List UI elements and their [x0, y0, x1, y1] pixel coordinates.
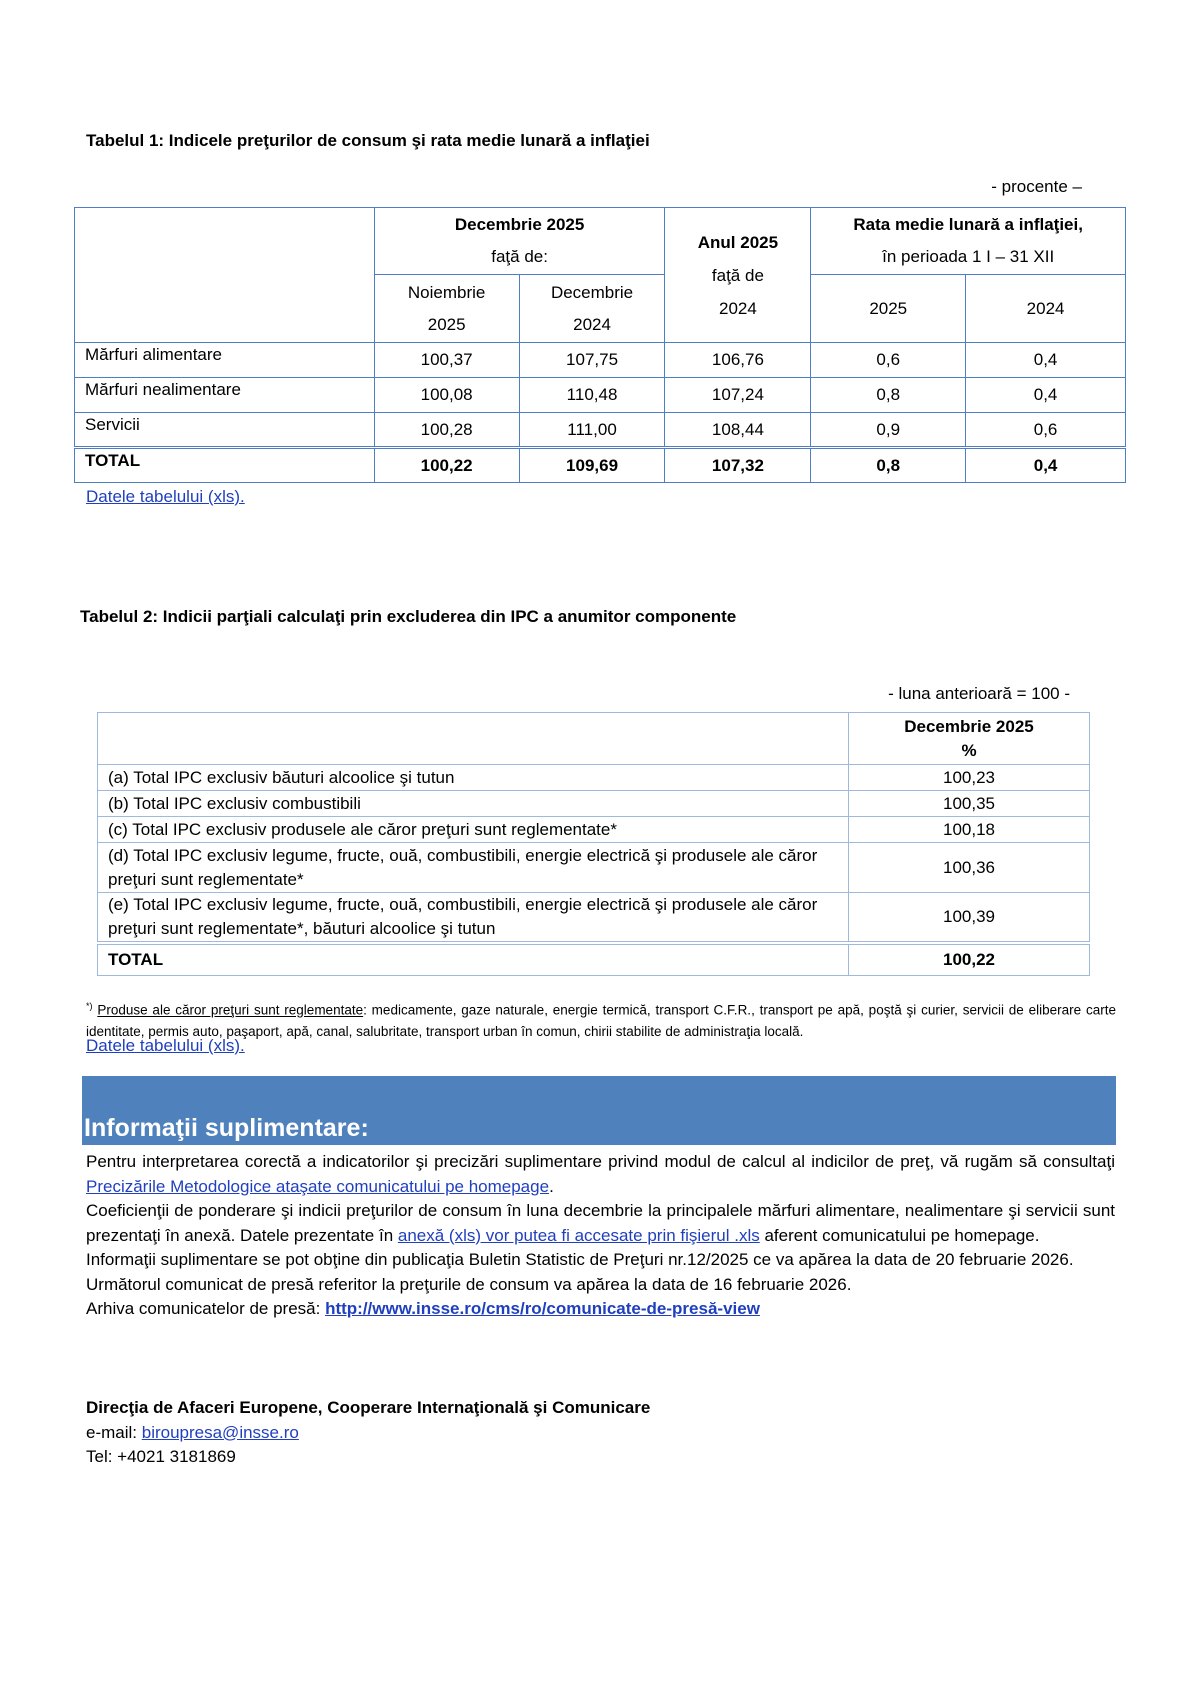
- info-paragraph: [86, 1199, 1115, 1248]
- total-value: 100,22: [849, 943, 1090, 975]
- table1-nov-header: [374, 275, 519, 343]
- methodology-link[interactable]: Precizările Metodologice ataşate comunicatului pe homepage: [86, 1176, 550, 1196]
- cell-value: 100,18: [849, 817, 1090, 843]
- info-text-span: Pentru interpretarea corectă a indicatorilor şi precizări suplimentare privind modul de calcul al indicilor de preţ, vă rugăm să consultaţi: [86, 1152, 1115, 1171]
- cell-value: 0,8: [811, 378, 966, 413]
- table2-unit: - luna anterioară = 100 -: [888, 684, 1070, 703]
- table1-decprev-line2: 2024: [573, 314, 611, 334]
- table2: [97, 712, 1090, 976]
- row-label: Mărfuri nealimentare: [75, 378, 375, 413]
- cell-value: 0,4: [966, 378, 1126, 413]
- table2-data-link[interactable]: Datele tabelului (xls).: [86, 1036, 245, 1055]
- table1-year-line1: faţă de: [711, 265, 764, 285]
- table1-unit: - procente –: [991, 177, 1082, 196]
- contact-phone: Tel: +4021 3181869: [86, 1447, 236, 1466]
- table1-rate-year2: 2024: [966, 275, 1126, 343]
- table1-rate-header: [811, 208, 1126, 275]
- info-text-span: .: [549, 1176, 554, 1196]
- info-body: [86, 1150, 1115, 1322]
- table1-rate-title: Rata medie lunară a inflaţiei,: [853, 215, 1083, 234]
- table1-year-title: Anul 2025: [697, 232, 779, 252]
- cell-value: 100,35: [849, 791, 1090, 817]
- table1-nov-line2: 2025: [427, 314, 466, 334]
- cell-value: 0,9: [811, 413, 966, 448]
- table-row: [98, 791, 1090, 817]
- cell-value: 0,4: [966, 343, 1126, 378]
- info-text-span: Arhiva comunicatelor de presă:: [86, 1299, 326, 1318]
- table-row: [75, 413, 1126, 448]
- total-label: TOTAL: [98, 943, 849, 975]
- row-label: (c) Total IPC exclusiv produsele ale căror preţuri sunt reglementate*: [98, 817, 849, 843]
- row-label: (e) Total IPC exclusiv legume, fructe, ouă, combustibili, energie electrică şi produsele ale căror preţuri sunt reglementate*, băuturi alcoolice şi tutun: [98, 893, 849, 944]
- table2-header: [849, 713, 1090, 765]
- cell-value: 0,6: [966, 413, 1126, 448]
- row-label: (a) Total IPC exclusiv băuturi alcoolice şi tutun: [98, 765, 849, 791]
- total-value: 0,4: [966, 448, 1126, 483]
- table2-corner-cell: [98, 713, 849, 765]
- table-row: [98, 765, 1090, 791]
- cell-value: 100,28: [374, 413, 519, 448]
- table2-header-line1: Decembrie 2025: [904, 716, 1034, 736]
- cell-value: 100,37: [374, 343, 519, 378]
- info-text-span: aferent comunicatului pe homepage.: [759, 1225, 1040, 1245]
- info-header-bar: [82, 1076, 1116, 1145]
- row-label: Mărfuri alimentare: [75, 343, 375, 378]
- table-row: [75, 343, 1126, 378]
- info-title: Informaţii suplimentare:: [84, 1114, 369, 1142]
- table-row: [98, 817, 1090, 843]
- footnote-text: : medicamente, gaze naturale, energie termică, transport C.F.R., transport pe apă, poştă şi curier, servicii de eliberare carte identitate, permis auto, paşaport, apă, canal, salubritate, transport urban în comun, chirii stabilite de administraţia locală.: [86, 1002, 1116, 1039]
- table1-rate-year1: 2025: [811, 275, 966, 343]
- total-label: TOTAL: [75, 448, 375, 483]
- table-total-row: [98, 943, 1090, 975]
- cell-value: 100,39: [849, 893, 1090, 944]
- table-total-row: [75, 448, 1126, 483]
- table-row: [75, 378, 1126, 413]
- table1-decprev-header: [519, 275, 665, 343]
- cell-value: 100,36: [849, 843, 1090, 893]
- info-paragraph: [86, 1297, 1115, 1322]
- archive-link[interactable]: http://www.insse.ro/cms/ro/comunicate-de-presă-view: [325, 1299, 760, 1318]
- cell-value: 0,6: [811, 343, 966, 378]
- table1-year-header: [665, 208, 811, 343]
- email-link[interactable]: biroupresa@insse.ro: [141, 1422, 299, 1442]
- table1-dec-header: [374, 208, 665, 275]
- table1-year-line2: 2024: [718, 298, 757, 318]
- total-value: 109,69: [519, 448, 665, 483]
- cell-value: 107,75: [519, 343, 665, 378]
- contact-department: Direcţia de Afaceri Europene, Cooperare Internaţională şi Comunicare: [86, 1398, 651, 1417]
- total-value: 0,8: [811, 448, 966, 483]
- table1-dec-title: Decembrie 2025: [454, 215, 585, 234]
- info-text-span: Coeficienţii de ponderare şi indicii preţurilor de consum în luna decembrie la principalele mărfuri alimentare, nealimentare şi servicii sunt prezentaţi în anexă. Datele prezentate în: [86, 1201, 1115, 1245]
- table-row: [98, 843, 1090, 893]
- table2-title: Tabelul 2: Indicii parţiali calculaţi prin excluderea din IPC a anumitor componente: [80, 607, 737, 626]
- row-label: Servicii: [75, 413, 375, 448]
- annex-link[interactable]: anexă (xls) vor putea fi accesate prin fişierul .xls: [397, 1225, 760, 1245]
- cell-value: 106,76: [665, 343, 811, 378]
- info-paragraph: Următorul comunicat de presă referitor la preţurile de consum va apărea la data de 16 februarie 2026.: [86, 1274, 852, 1294]
- contact-block: [86, 1396, 650, 1470]
- cell-value: 100,08: [374, 378, 519, 413]
- email-label: e-mail:: [86, 1422, 142, 1442]
- row-label: (d) Total IPC exclusiv legume, fructe, ouă, combustibili, energie electrică şi produsele ale căror preţuri sunt reglementate*: [98, 843, 849, 893]
- table1-corner-cell: [75, 208, 375, 343]
- row-label: (b) Total IPC exclusiv combustibili: [98, 791, 849, 817]
- cell-value: 107,24: [665, 378, 811, 413]
- table1-decprev-line1: Decembrie: [550, 282, 634, 302]
- footnote-mark: *): [86, 1001, 93, 1011]
- total-value: 100,22: [374, 448, 519, 483]
- table-row: [98, 893, 1090, 944]
- table1-nov-line1: Noiembrie: [407, 282, 486, 302]
- cell-value: 100,23: [849, 765, 1090, 791]
- table1: [74, 207, 1126, 483]
- table1-data-link[interactable]: Datele tabelului (xls).: [86, 487, 245, 506]
- cell-value: 108,44: [665, 413, 811, 448]
- table1-rate-sub: în perioada 1 I – 31 XII: [882, 247, 1055, 266]
- contact-email-line: [86, 1421, 650, 1446]
- total-value: 107,32: [665, 448, 811, 483]
- info-paragraph: [86, 1150, 1115, 1199]
- cell-value: 111,00: [519, 413, 665, 448]
- footnote-term: Produse ale căror preţuri sunt reglementate: [97, 1002, 364, 1018]
- table1-dec-sub: faţă de:: [491, 247, 548, 266]
- table1-title: Tabelul 1: Indicele preţurilor de consum şi rata medie lunară a inflaţiei: [86, 131, 650, 150]
- cell-value: 110,48: [519, 378, 665, 413]
- table2-header-line2: %: [961, 740, 977, 760]
- info-paragraph: Informaţii suplimentare se pot obţine din publicaţia Buletin Statistic de Preţuri nr.12/2025 ce va apărea la data de 20 februarie 2026.: [86, 1250, 1074, 1269]
- footnote: [86, 996, 1116, 1042]
